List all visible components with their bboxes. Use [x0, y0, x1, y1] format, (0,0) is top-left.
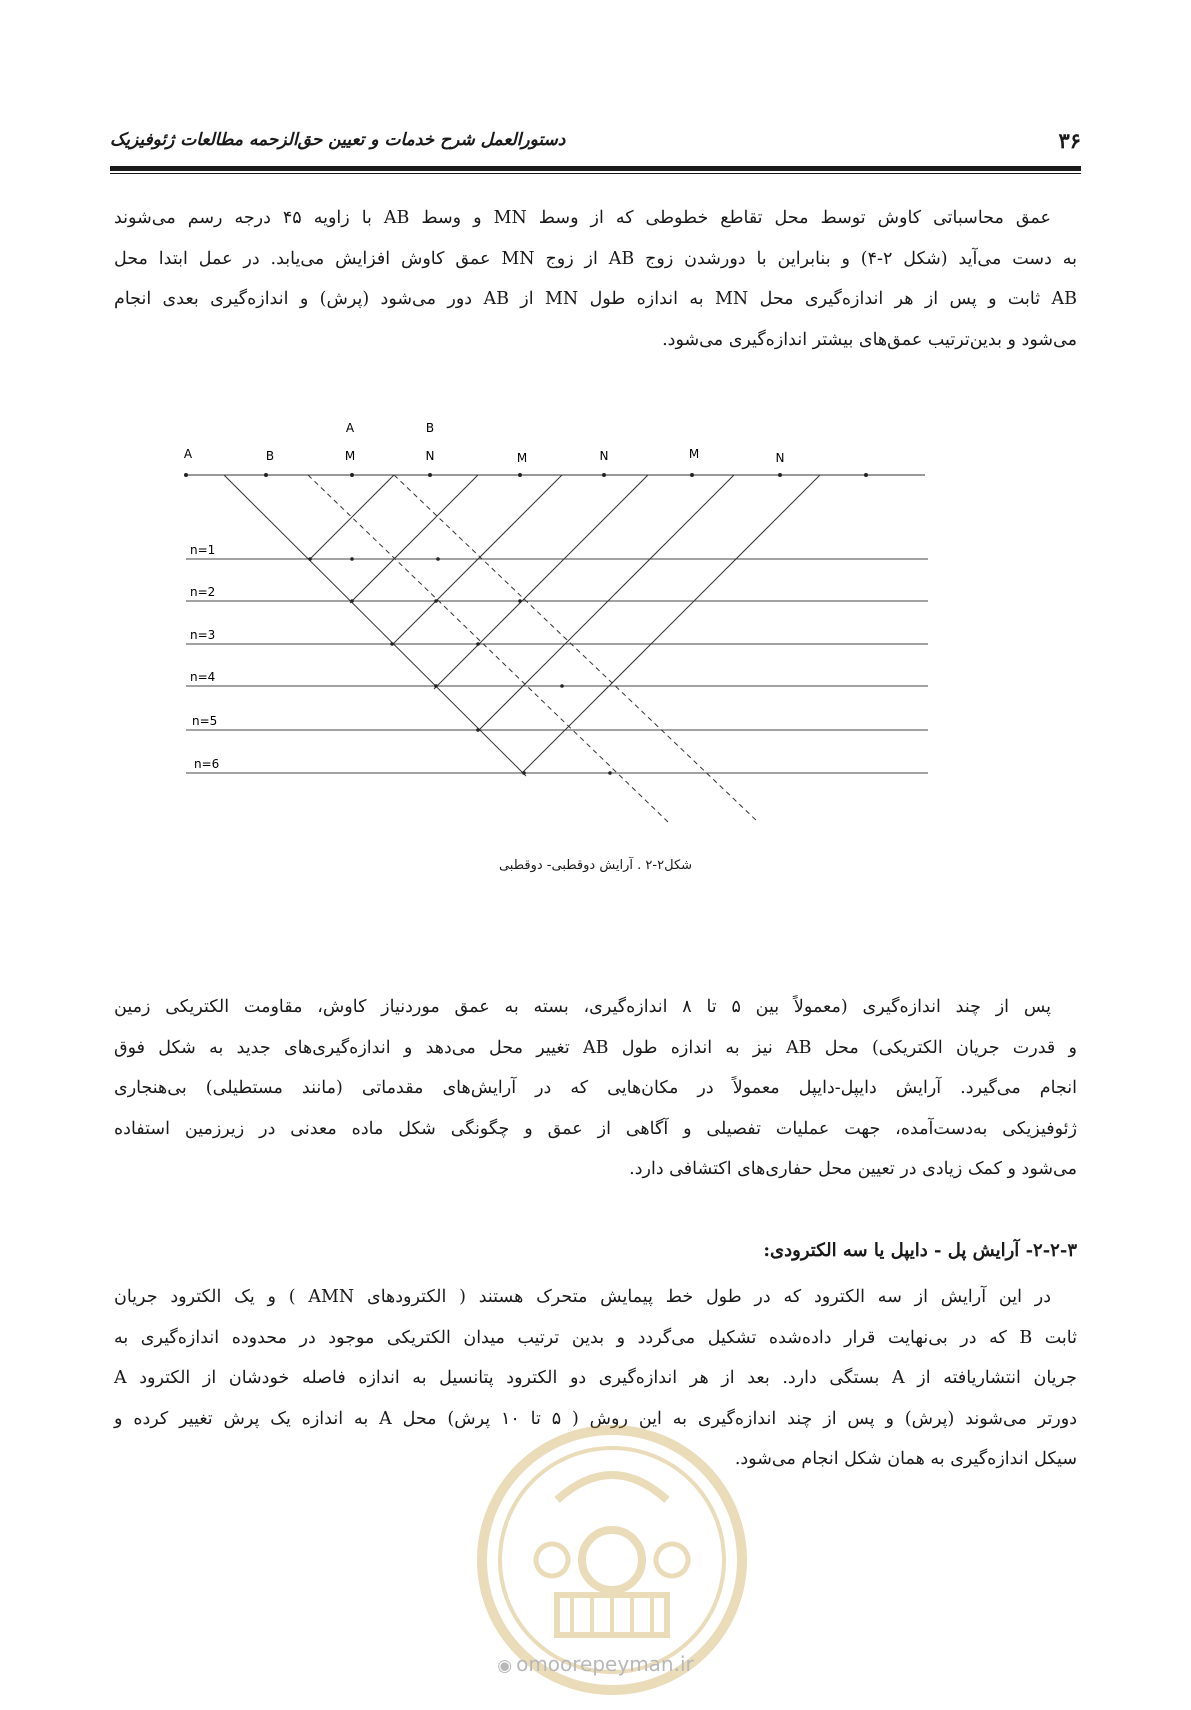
page-number: ۳۶: [1058, 128, 1081, 153]
diagonal-line: [522, 475, 820, 773]
paragraph-line: می‌شود و بدین‌ترتیب عمق‌های بیشتر اندازه‌گیری می‌شود.: [662, 329, 1077, 350]
label-top-b: B: [425, 421, 435, 435]
intersection-point: [434, 684, 438, 688]
intersection-point: [560, 684, 564, 688]
electrode-label: B: [265, 449, 275, 463]
document-title: دستورالعمل شرح خدمات و تعیین حق‌الزحمه مطالعات ژئوفیزیک: [110, 130, 566, 150]
intersection-point: [436, 557, 440, 561]
paragraph-line: عمق محاسباتی کاوش توسط محل تقاطع خطوطی که از وسط MN و وسط AB با زاویه ۴۵ درجه رسم می‌شوند: [114, 208, 1051, 228]
figure-caption: شکل۲-۲ . آرایش دوقطبی- دوقطبی: [498, 858, 693, 873]
electrode-label: N: [599, 449, 609, 463]
paragraph-line: می‌شود و کمک زیادی در تعیین محل حفاری‌های اکتشافی دارد.: [629, 1159, 1077, 1179]
dashed-diagonal-line: [308, 475, 668, 822]
paragraph-line: AB ثابت و پس از هر اندازه‌گیری محل MN به اندازه طول MN از AB دور می‌شود (پرش) و اندازه‌گیری بعدی انجام: [114, 289, 1077, 309]
diagonal-line: [392, 475, 562, 645]
intersection-point: [608, 771, 612, 775]
electrode-label: N: [775, 451, 785, 465]
intersection-point: [476, 642, 480, 646]
electrode-point: [602, 473, 606, 477]
intersection-point: [518, 599, 522, 603]
electrode-label: M: [688, 447, 700, 461]
paragraph-dipole-usage: [114, 987, 1077, 1190]
intersection-point: [434, 599, 438, 603]
paragraph-line: و قدرت جریان الکتریکی) محل AB نیز به اندازه طول AB تغییر محل می‌دهد و اندازه‌گیری‌های جدید به شکل فوق: [114, 1037, 1077, 1058]
paragraph-line: جریان انتشاریافته از A بستگی دارد. بعد از هر اندازه‌گیری دو الکترود پتانسیل به اندازه فاصله خودشان از الکترود A: [114, 1368, 1077, 1388]
diagonal-line: [478, 475, 734, 731]
paragraph-line: دورتر می‌شوند (پرش) و پس از چند اندازه‌گیری به این روش ( ۵ تا ۱۰ پرش) محل A به اندازه یک پرش تغییر کرده و: [114, 1408, 1078, 1429]
intersection-point: [390, 642, 394, 646]
electrode-point: [184, 473, 188, 477]
level-label: n=5: [192, 714, 218, 728]
watermark-site: [0, 1652, 1191, 1676]
electrode-label: M: [516, 451, 528, 465]
level-label: n=1: [190, 543, 216, 557]
intersection-point: [476, 728, 480, 732]
electrode-label: A: [183, 447, 193, 461]
dipole-dipole-diagram: [0, 0, 1191, 840]
electrode-point: [264, 473, 268, 477]
level-label: n=4: [190, 670, 216, 684]
electrode-label: N: [425, 449, 435, 463]
at-icon: ◉: [497, 1656, 513, 1676]
section-heading: ۲-۲-۳- آرایش پل - دایپل یا سه الکترودی:: [763, 1240, 1077, 1261]
intersection-point: [308, 557, 312, 561]
level-label: n=6: [194, 757, 220, 771]
electrode-point: [518, 473, 522, 477]
watermark-site-text: omoorepeyman.ir: [516, 1652, 694, 1676]
paragraph-line: پس از چند اندازه‌گیری (معمولاً بین ۵ تا ۸ اندازه‌گیری، بسته به عمق موردنیاز کاوش، مقاومت الکتریکی زمین: [114, 997, 1051, 1017]
paragraph-line: ثابت B که در بی‌نهایت قرار داده‌شده تشکیل می‌گردد و بدین ترتیب میدان الکتریکی موجود در محدوده اندازه‌گیری به: [114, 1327, 1077, 1348]
electrode-point: [690, 473, 694, 477]
electrode-label: M: [344, 449, 356, 463]
paragraph-line: سیکل اندازه‌گیری به همان شکل انجام می‌شود.: [734, 1449, 1077, 1469]
diagonal-line: [434, 475, 648, 689]
electrode-point: [778, 473, 782, 477]
label-top-a: A: [345, 421, 355, 435]
diagonal-line: [224, 475, 526, 776]
paragraph-line: ژئوفیزیکی به‌دست‌آمده، جهت عملیات تفصیلی و آگاهی از عمق و چگونگی شکل ماده معدنی در زیرزمین استفاده: [114, 1118, 1077, 1139]
level-label: n=3: [190, 628, 216, 642]
electrode-point: [864, 473, 868, 477]
electrode-point: [428, 473, 432, 477]
paragraph-line: انجام می‌گیرد. آرایش دایپل-دایپل معمولاً در مکان‌هایی که در آرایش‌های مقدماتی (مانند مستطیلی) بی‌هنجاری: [114, 1078, 1077, 1098]
level-label: n=2: [190, 585, 216, 599]
intersection-point: [350, 599, 354, 603]
dashed-diagonal-line: [394, 475, 758, 822]
paragraph-line: به دست می‌آید (شکل ۲-۴) و بنابراین با دورشدن زوج AB از زوج MN عمق کاوش افزایش می‌یابد. در عمل ابتدا محل: [114, 248, 1078, 269]
intersection-point: [350, 557, 354, 561]
electrode-point: [350, 473, 354, 477]
intersection-point: [522, 771, 526, 775]
paragraph-line: در این آرایش از سه الکترود که در طول خط پیمایش متحرک هستند ( الکترودهای AMN ) و یک الکترود جریان: [114, 1287, 1051, 1307]
